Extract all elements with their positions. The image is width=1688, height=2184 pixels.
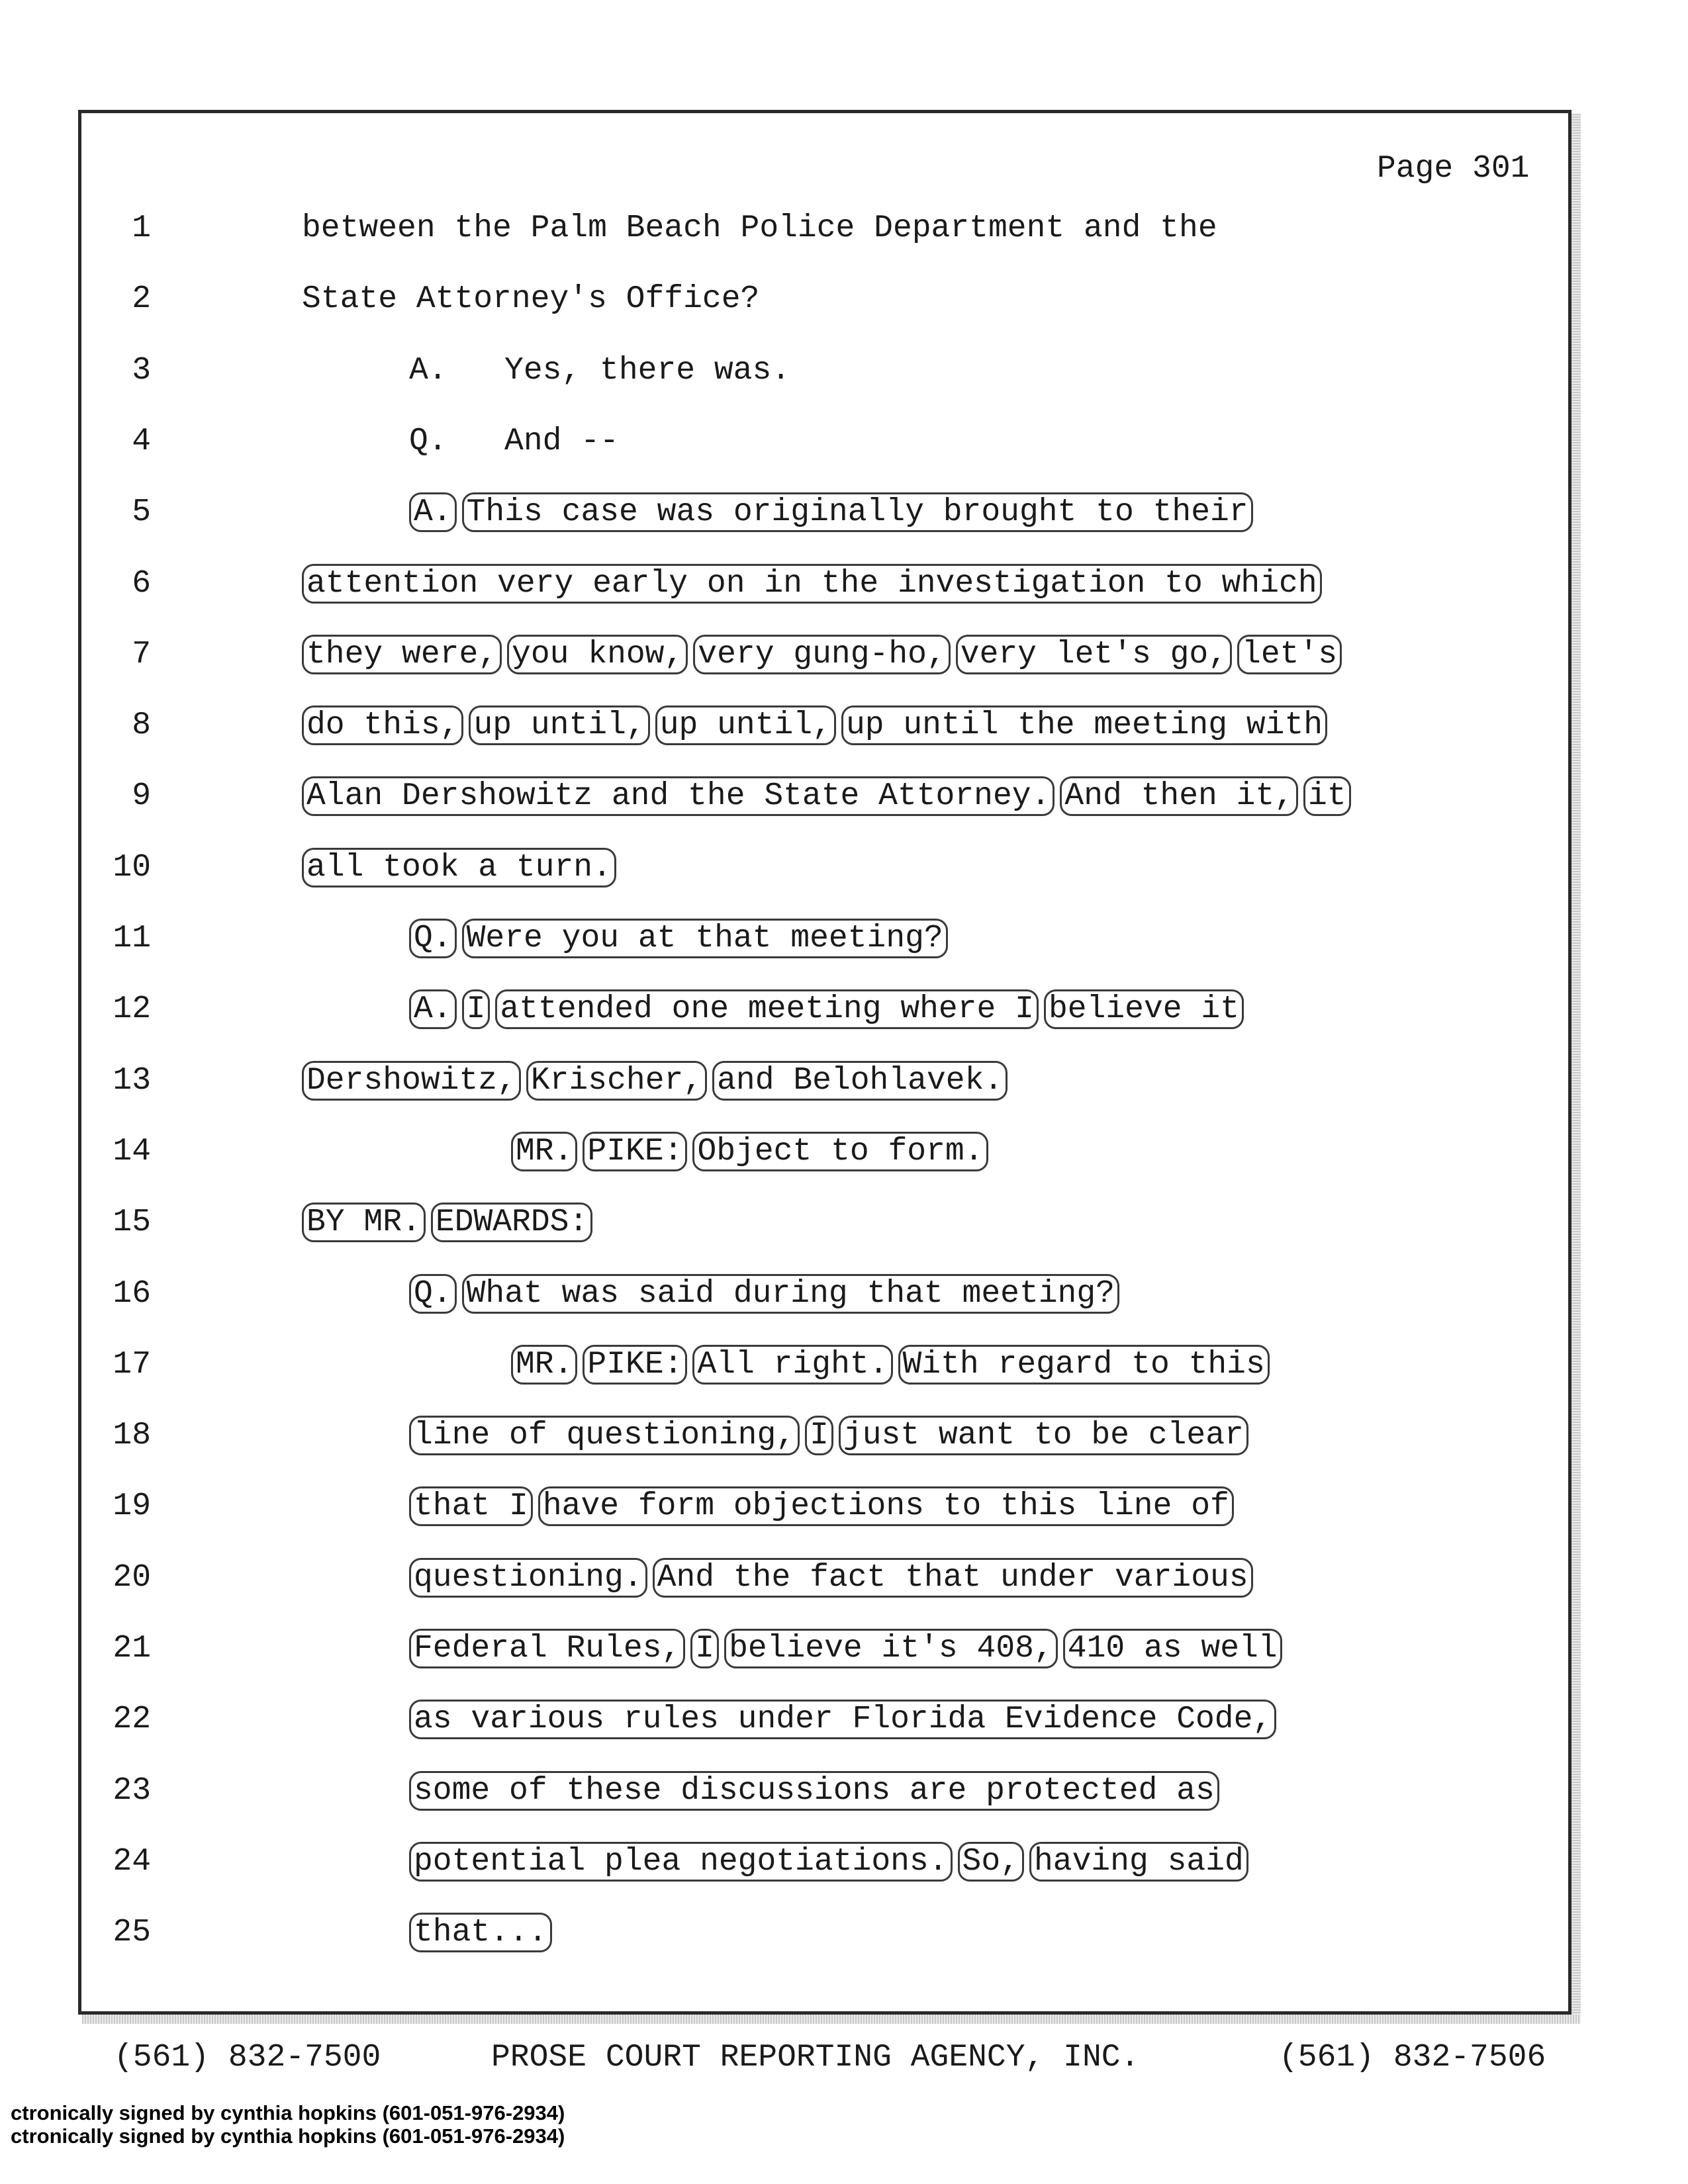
annotated-phrase: Were you at that meeting? [462,919,948,958]
annotated-phrase: attention very early on in the investigation to which [302,564,1322,604]
annotated-phrase: I [690,1629,719,1668]
annotated-phrase: EDWARDS: [431,1203,592,1242]
annotated-phrase: Object to form. [692,1132,988,1171]
line-number: 6 [132,565,151,602]
line-number: 7 [132,636,151,672]
line-number: 3 [132,352,151,388]
transcript-line-text [409,1631,1288,1666]
transcript-line-text [409,1844,1254,1880]
line-number: 23 [113,1772,151,1809]
line-number: 15 [113,1205,151,1241]
annotated-phrase: they were, [302,635,502,674]
transcript-line-text [409,1915,557,1950]
annotated-phrase: attended one meeting where I [495,989,1039,1029]
transcript-line-text [409,1560,1258,1596]
annotated-phrase: very gung-ho, [693,635,950,674]
electronic-signature-line: ctronically signed by cynthia hopkins (601-051-976-2934) [11,2101,565,2124]
transcript-line-text [302,1205,598,1240]
annotated-phrase: potential plea negotiations. [409,1842,953,1882]
annotated-phrase: Q. [409,919,457,958]
line-number: 11 [113,921,151,956]
annotated-phrase: This case was originally brought to their [462,492,1253,532]
transcript-line-text [302,850,622,886]
line-number: 14 [113,1133,151,1169]
electronic-signature-line: ctronically signed by cynthia hopkins (601-051-976-2934) [11,2124,565,2148]
annotated-phrase: questioning. [409,1558,647,1598]
annotated-phrase: as various rules under Florida Evidence Code, [409,1700,1276,1739]
annotated-phrase: Alan Dershowitz and the State Attorney. [302,776,1055,816]
annotated-phrase: up until, [469,705,649,745]
transcript-line-text [409,1773,1225,1809]
annotated-phrase: up until the meeting with [841,705,1327,745]
annotated-phrase: believe it's 408, [724,1629,1058,1668]
annotated-phrase: A. [409,492,457,532]
transcript-line-text [409,353,790,388]
annotated-phrase: let's [1237,635,1342,674]
transcript-line-text [409,921,953,956]
annotated-phrase: And then it, [1060,776,1298,816]
transcript-text: between the Palm Beach Police Department and the [302,210,1217,246]
transcript-text: Q. And -- [409,423,619,459]
line-number: 4 [132,423,151,459]
line-number: 9 [132,778,151,815]
annotated-phrase: PIKE: [583,1132,687,1171]
annotated-phrase: So, [958,1842,1024,1882]
annotated-phrase: do this, [302,705,463,745]
line-number: 25 [113,1915,151,1951]
annotated-phrase: Federal Rules, [409,1629,685,1668]
annotated-phrase: have form objections to this line of [538,1486,1234,1526]
line-number: 5 [132,494,151,531]
line-number: 1 [132,210,151,246]
annotated-phrase: you know, [507,635,688,674]
transcript-line-text [409,1488,1239,1524]
line-number: 8 [132,707,151,744]
annotated-phrase: I [462,989,491,1029]
annotated-phrase: Krischer, [526,1061,707,1101]
transcript-line-text [302,281,759,317]
annotated-phrase: up until, [655,705,836,745]
transcript-line-text [409,1702,1282,1737]
annotated-phrase: very let's go, [956,635,1232,674]
line-number: 12 [113,991,151,1028]
annotated-phrase: What was said during that meeting? [462,1274,1119,1314]
annotated-phrase: that I [409,1486,533,1526]
annotated-phrase: A. [409,989,457,1029]
frame-shadow-right [1571,114,1581,2024]
transcript-line-text [409,494,1258,530]
page-number: Page 301 [1377,151,1530,187]
annotated-phrase: all took a turn. [302,848,616,887]
transcript-line-text [302,637,1347,672]
annotated-phrase: believe it [1044,989,1244,1029]
transcript-text: A. Yes, there was. [409,352,791,388]
line-number: 10 [113,849,151,886]
annotated-phrase: And the fact that under various [653,1558,1253,1598]
annotated-phrase: 410 as well [1063,1629,1282,1668]
transcript-line-text [409,991,1249,1027]
transcript-line-text [409,1418,1254,1453]
line-number: 19 [113,1488,151,1525]
line-number: 21 [113,1631,151,1666]
transcript-line-text [409,424,619,459]
line-number: 20 [113,1559,151,1596]
annotated-phrase: it [1303,776,1351,816]
transcript-line-text [302,210,1217,246]
annotated-phrase: MR. [511,1345,577,1385]
transcript-line-text [511,1347,1275,1383]
annotated-phrase: Dershowitz, [302,1061,521,1101]
transcript-line-text [302,778,1356,814]
transcript-line-text [302,1063,1013,1099]
annotated-phrase: some of these discussions are protected as [409,1771,1219,1811]
annotated-phrase: just want to be clear [839,1416,1248,1455]
footer-agency-name: PROSE COURT REPORTING AGENCY, INC. [491,2040,1140,2075]
annotated-phrase: I [805,1416,833,1455]
transcript-line-text [302,707,1333,743]
annotated-phrase: line of questioning, [409,1416,800,1455]
annotated-phrase: that... [409,1913,552,1952]
footer-phone-left: (561) 832-7500 [114,2040,381,2075]
line-number: 18 [113,1418,151,1454]
line-number: 24 [113,1843,151,1880]
annotated-phrase: BY MR. [302,1203,426,1242]
footer-phone-right: (561) 832-7506 [1279,2040,1546,2075]
line-number: 13 [113,1062,151,1099]
transcript-line-text [409,1276,1125,1312]
transcript-text: State Attorney's Office? [302,281,760,318]
annotated-phrase: With regard to this [898,1345,1270,1385]
transcript-line-text [302,566,1327,602]
line-number: 16 [113,1275,151,1312]
annotated-phrase: PIKE: [583,1345,687,1385]
annotated-phrase: All right. [692,1345,892,1385]
line-number: 17 [113,1346,151,1383]
annotated-phrase: MR. [511,1132,577,1171]
line-number: 22 [113,1702,151,1738]
annotated-phrase: having said [1029,1842,1248,1882]
transcript-line-text [511,1134,994,1169]
line-number: 2 [132,281,151,318]
frame-shadow-bottom [82,2015,1581,2024]
annotated-phrase: and Belohlavek. [712,1061,1008,1101]
annotated-phrase: Q. [409,1274,457,1314]
